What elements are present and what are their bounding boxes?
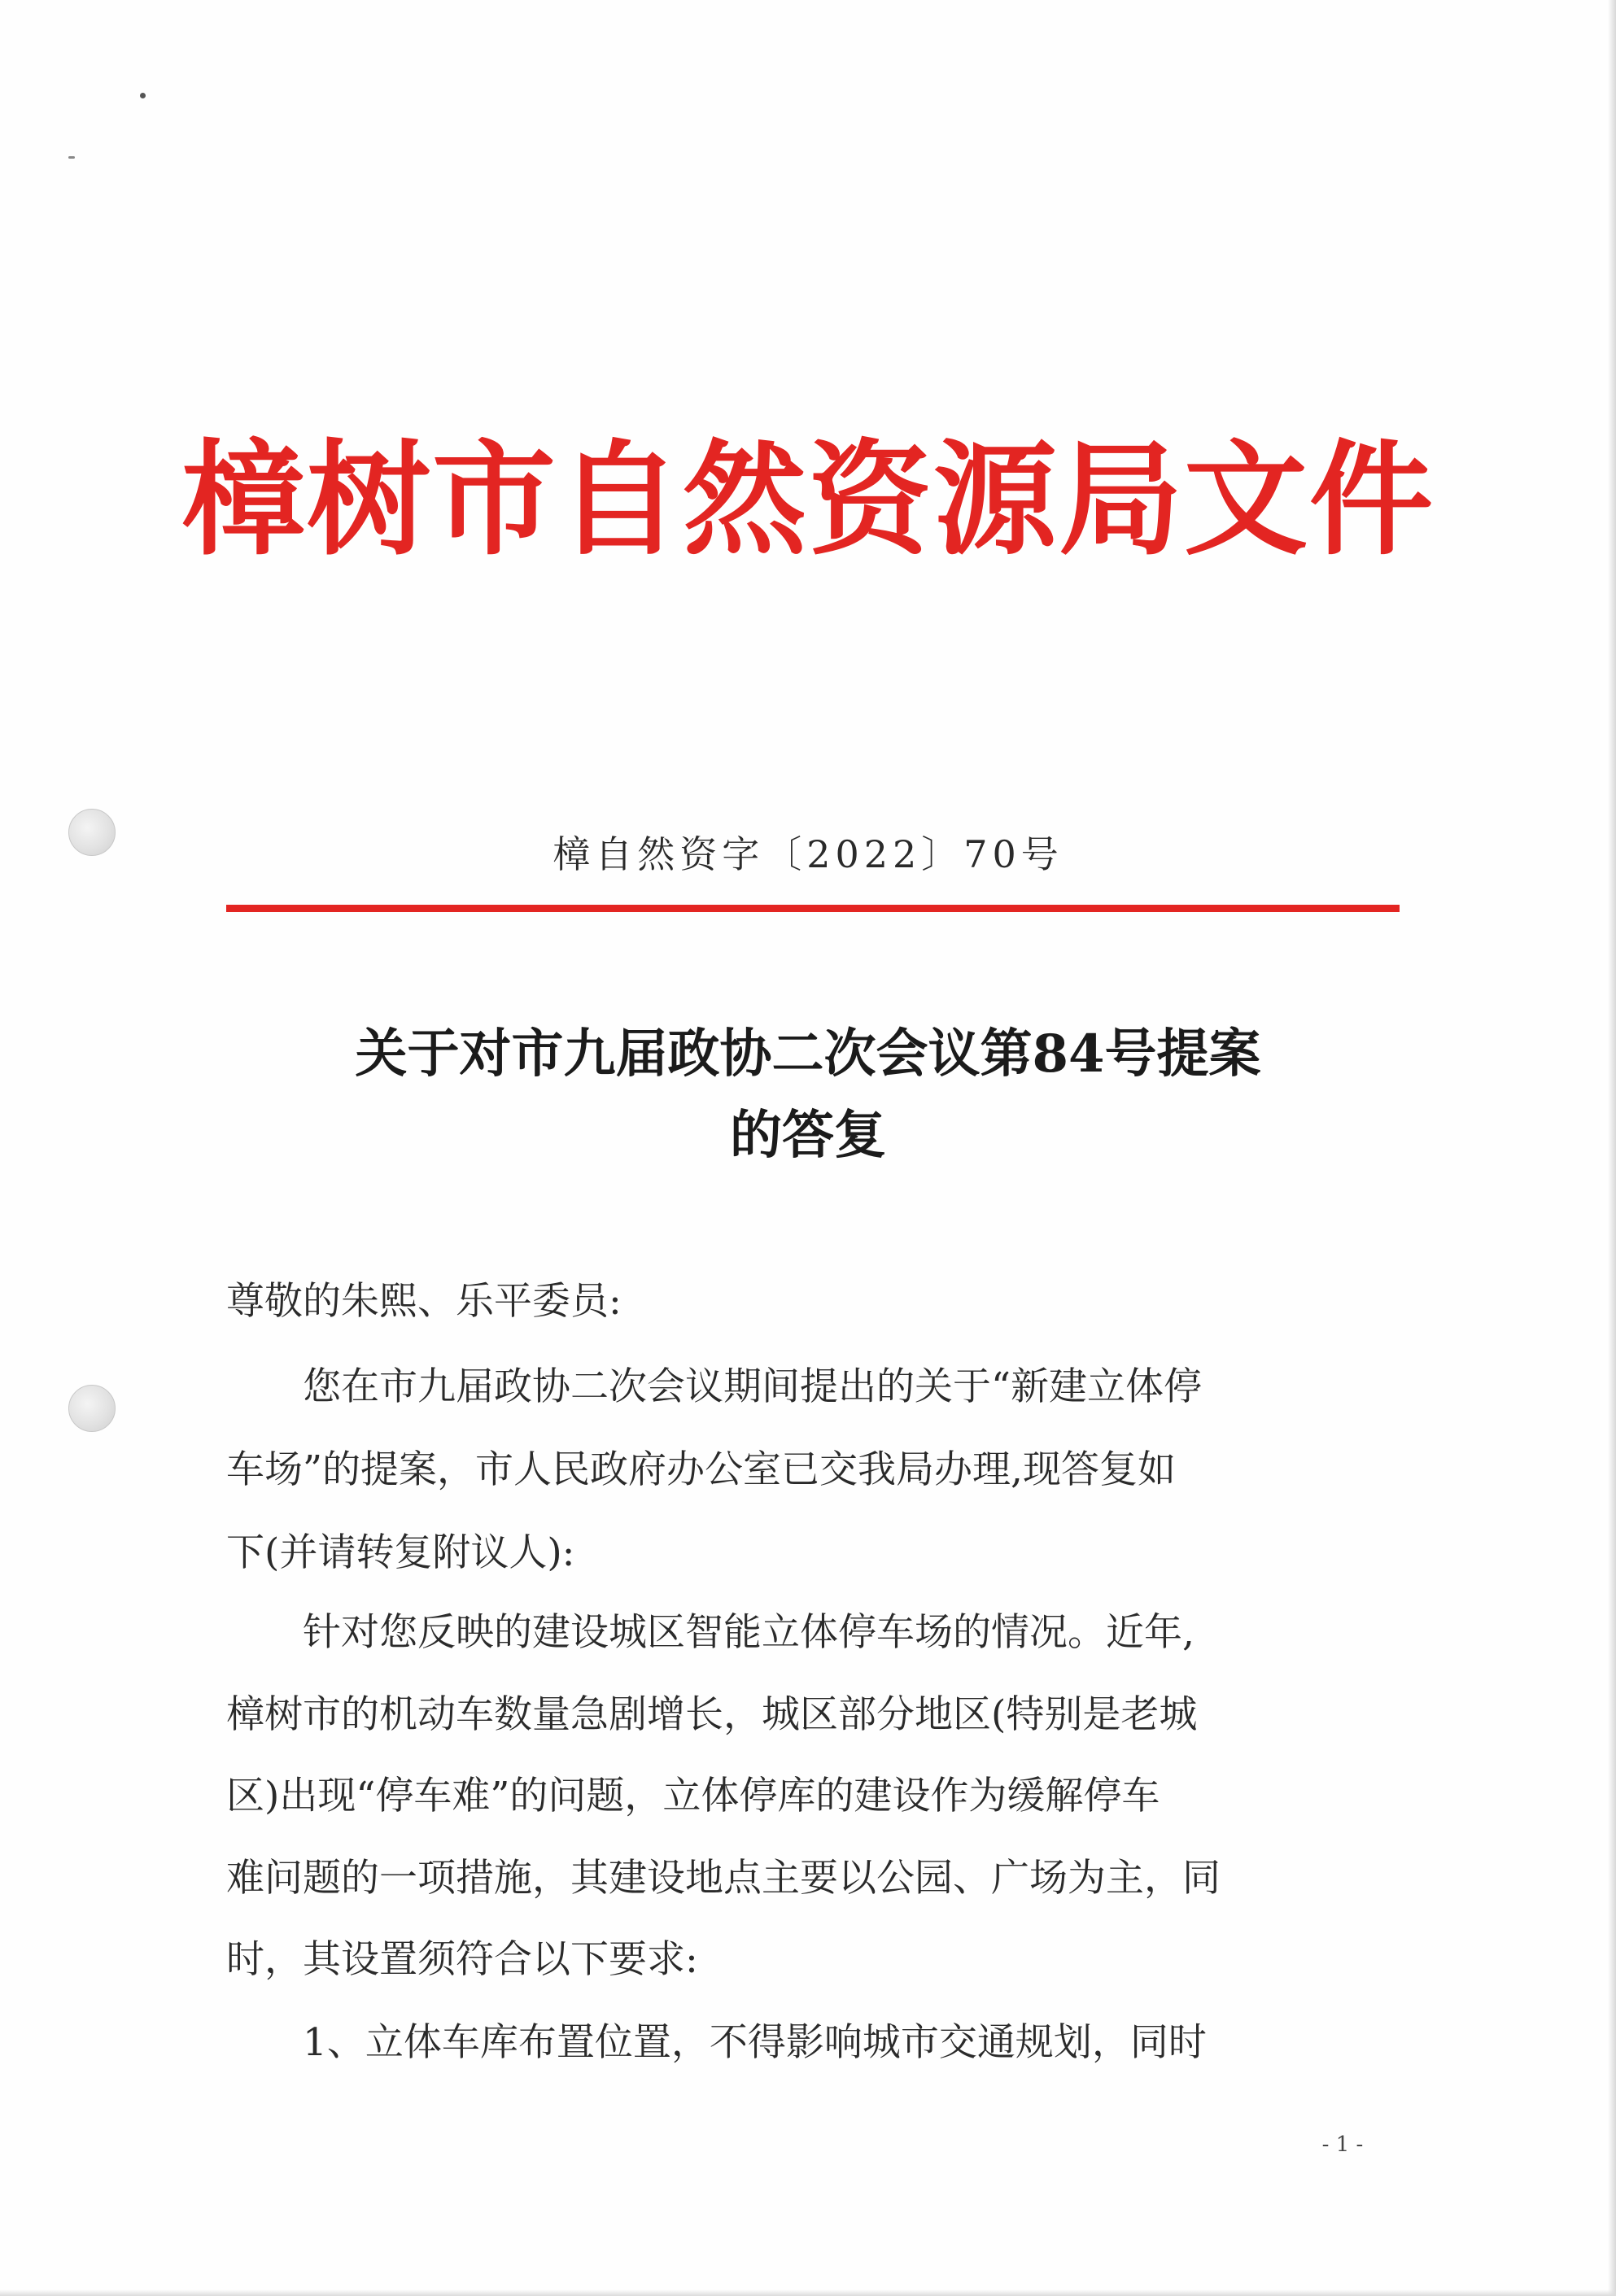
scan-speck xyxy=(140,93,146,98)
salutation: 尊敬的朱熙、乐平委员: xyxy=(226,1279,622,1324)
document-number: 樟自然资字〔2022〕70号 xyxy=(552,832,1064,876)
body-line: 1、立体车库布置位置，不得影响城市交通规划，同时 xyxy=(303,2020,1207,2065)
body-line: 时，其设置须符合以下要求: xyxy=(226,1937,698,1982)
body-line: 下(并请转复附议人): xyxy=(226,1530,575,1575)
body-line: 针对您反映的建设城区智能立体停车场的情况。近年, xyxy=(303,1610,1195,1655)
body-line: 难问题的一项措施，其建设地点主要以公园、广场为主，同 xyxy=(226,1856,1221,1901)
body-line: 樟树市的机动车数量急剧增长，城区部分地区(特别是老城 xyxy=(226,1692,1198,1737)
body-line: 车场”的提案，市人民政府办公室已交我局办理,现答复如 xyxy=(226,1447,1176,1492)
punch-hole xyxy=(68,1385,116,1432)
title-line-2: 的答复 xyxy=(730,1105,886,1166)
masthead-title: 樟树市自然资源局文件 xyxy=(181,428,1435,572)
title-line-1: 关于对市九届政协二次会议第84号提案 xyxy=(355,1024,1261,1085)
scan-speck xyxy=(68,156,75,159)
body-line: 区)出现“停车难”的问题，立体停库的建设作为缓解停车 xyxy=(226,1774,1160,1818)
page-number: - 1 - xyxy=(1321,2132,1364,2157)
scan-edge-shadow xyxy=(1608,0,1616,2296)
body-line: 您在市九届政协二次会议期间提出的关于“新建立体停 xyxy=(303,1364,1203,1409)
document-title xyxy=(0,1014,1616,1176)
red-divider-rule xyxy=(226,905,1400,912)
scan-edge-shadow xyxy=(0,2289,1616,2296)
